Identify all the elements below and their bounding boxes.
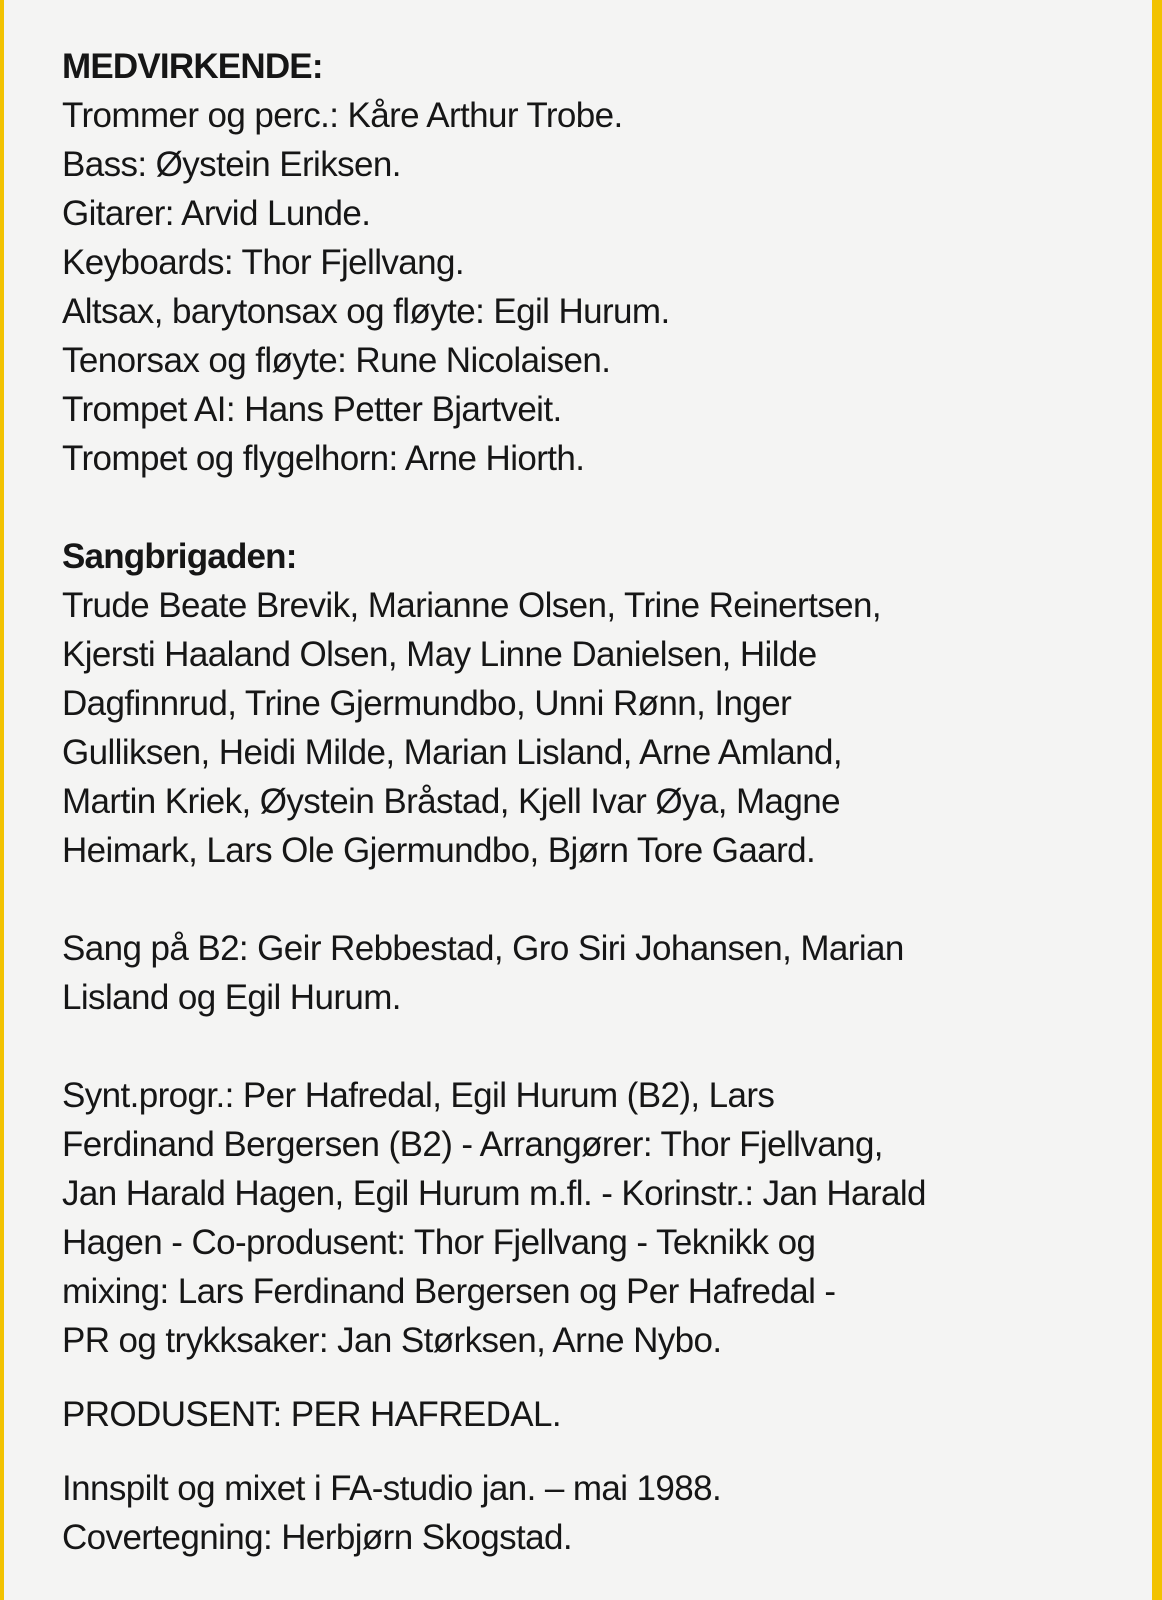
production-line: Jan Harald Hagen, Egil Hurum m.fl. - Korinstr.: Jan Harald	[62, 1174, 926, 1213]
production-line: mixing: Lars Ferdinand Bergersen og Per Hafredal -	[62, 1272, 836, 1311]
produsent-line: PRODUSENT: PER HAFREDAL.	[62, 1395, 562, 1434]
credit-line: Gitarer: Arvid Lunde.	[62, 194, 371, 233]
production-line: Synt.progr.: Per Hafredal, Egil Hurum (B2), Lars	[62, 1076, 775, 1115]
credit-line: Tenorsax og fløyte: Rune Nicolaisen.	[62, 341, 611, 380]
production-line: PR og trykksaker: Jan Størksen, Arne Nybo.	[62, 1321, 722, 1360]
choir-line: Trude Beate Brevik, Marianne Olsen, Trine Reinertsen,	[62, 586, 881, 625]
production-line: Hagen - Co-produsent: Thor Fjellvang - Teknikk og	[62, 1223, 816, 1262]
section-gap	[62, 1365, 1142, 1390]
credit-line: Trompet og flygelhorn: Arne Hiorth.	[62, 439, 585, 478]
yellow-edge-right	[1152, 0, 1162, 1600]
choir-line: Gulliksen, Heidi Milde, Marian Lisland, Arne Amland,	[62, 733, 843, 772]
sang-b2-line: Sang på B2: Geir Rebbestad, Gro Siri Johansen, Marian	[62, 929, 904, 968]
credits-text	[62, 42, 1142, 1562]
cover-artist-line: Covertegning: Herbjørn Skogstad.	[62, 1518, 572, 1557]
section-gap	[62, 1439, 1142, 1464]
section-gap	[62, 875, 1142, 924]
credit-line: Trompet AI: Hans Petter Bjartveit.	[62, 390, 562, 429]
credit-line: Trommer og perc.: Kåre Arthur Trobe.	[62, 96, 623, 135]
production-line: Ferdinand Bergersen (B2) - Arrangører: Thor Fjellvang,	[62, 1125, 883, 1164]
section-gap	[62, 483, 1142, 532]
credit-line: Keyboards: Thor Fjellvang.	[62, 243, 465, 282]
medvirkende-heading: MEDVIRKENDE:	[62, 47, 323, 86]
choir-line: Dagfinnrud, Trine Gjermundbo, Unni Rønn, Inger	[62, 684, 792, 723]
sang-b2-line: Lisland og Egil Hurum.	[62, 978, 401, 1017]
choir-line: Martin Kriek, Øystein Bråstad, Kjell Ivar Øya, Magne	[62, 782, 840, 821]
recording-info-line: Innspilt og mixet i FA-studio jan. – mai 1988.	[62, 1469, 722, 1508]
choir-line: Heimark, Lars Ole Gjermundbo, Bjørn Tore Gaard.	[62, 831, 816, 870]
choir-line: Kjersti Haaland Olsen, May Linne Danielsen, Hilde	[62, 635, 817, 674]
credit-line: Bass: Øystein Eriksen.	[62, 145, 401, 184]
sangbrigaden-heading: Sangbrigaden:	[62, 537, 297, 576]
section-gap	[62, 1022, 1142, 1071]
credit-line: Altsax, barytonsax og fløyte: Egil Hurum.	[62, 292, 670, 331]
